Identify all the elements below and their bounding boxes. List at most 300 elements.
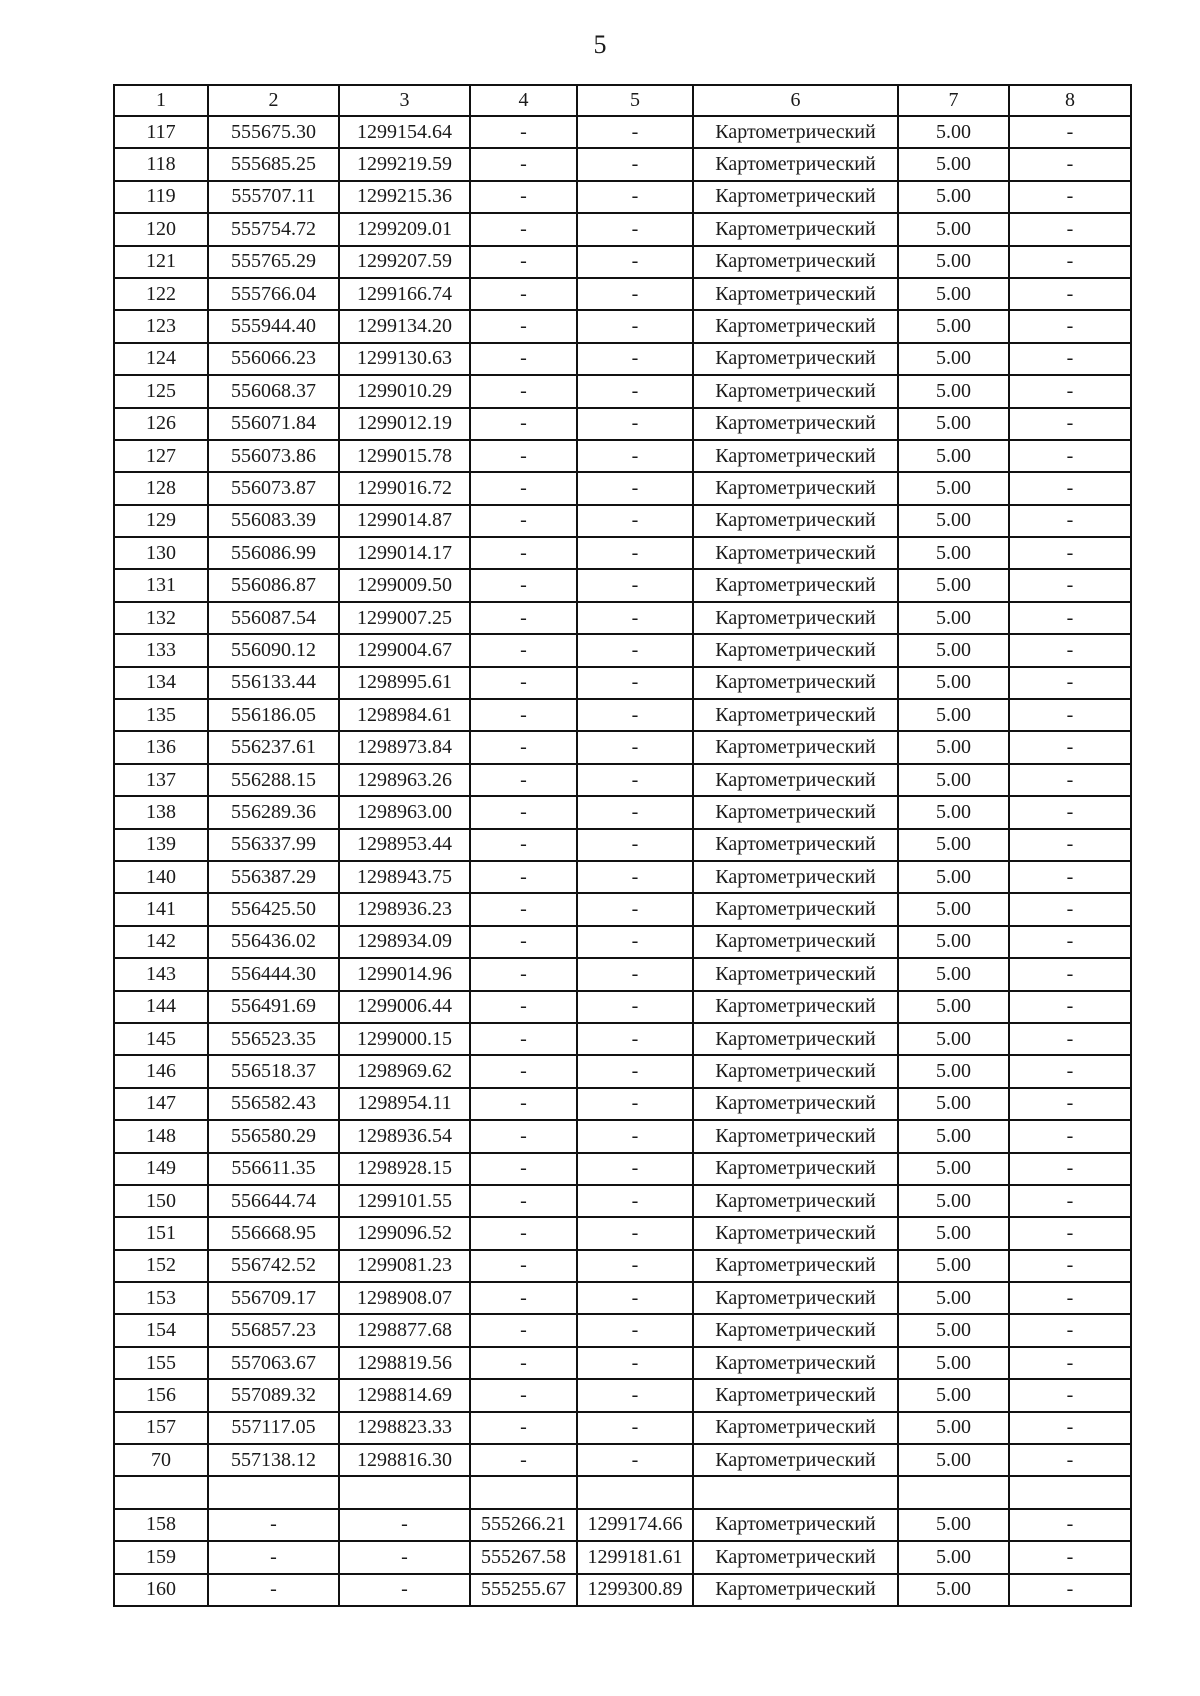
table-row — [114, 1217, 1131, 1249]
table-cell-col-6: Картометрический — [693, 505, 898, 537]
table-cell-col-7 — [898, 1476, 1009, 1508]
table-cell-col-5: - — [577, 926, 693, 958]
table-cell-col-2: 556090.12 — [208, 634, 339, 666]
table-cell-col-2: 556337.99 — [208, 829, 339, 861]
table-cell-col-7: 5.00 — [898, 861, 1009, 893]
table-cell-col-3: 1299096.52 — [339, 1217, 470, 1249]
table-cell-col-1: 136 — [114, 731, 208, 763]
table-cell-col-5: - — [577, 213, 693, 245]
table-cell-col-7: 5.00 — [898, 246, 1009, 278]
table-row — [114, 602, 1131, 634]
table-cell-col-8: - — [1009, 375, 1131, 407]
table-cell-col-5: - — [577, 634, 693, 666]
table-cell-col-8: - — [1009, 1250, 1131, 1282]
table-cell-col-7: 5.00 — [898, 310, 1009, 342]
table-cell-col-7: 5.00 — [898, 634, 1009, 666]
table-cell-col-8: - — [1009, 1088, 1131, 1120]
table-cell-col-7: 5.00 — [898, 408, 1009, 440]
table-cell-col-4: - — [470, 181, 577, 213]
table-cell-col-5: - — [577, 505, 693, 537]
table-cell-col-2: 556086.87 — [208, 569, 339, 601]
column-header-8: 8 — [1009, 85, 1131, 116]
table-cell-col-4: - — [470, 699, 577, 731]
table-cell-col-7: 5.00 — [898, 991, 1009, 1023]
table-cell-col-4: - — [470, 893, 577, 925]
table-cell-col-8: - — [1009, 116, 1131, 148]
table-cell-col-4: - — [470, 116, 577, 148]
table-cell-col-8: - — [1009, 1055, 1131, 1087]
coordinates-table — [113, 84, 1132, 1607]
table-cell-col-1: 119 — [114, 181, 208, 213]
table-row — [114, 375, 1131, 407]
table-cell-col-2: 556237.61 — [208, 731, 339, 763]
table-cell-col-6: Картометрический — [693, 634, 898, 666]
table-cell-col-6: Картометрический — [693, 569, 898, 601]
table-row — [114, 893, 1131, 925]
table-cell-col-2: 556073.86 — [208, 440, 339, 472]
table-cell-col-2: 556491.69 — [208, 991, 339, 1023]
table-cell-col-4: - — [470, 1185, 577, 1217]
table-cell-col-1: 135 — [114, 699, 208, 731]
column-header-5: 5 — [577, 85, 693, 116]
table-cell-col-6: Картометрический — [693, 278, 898, 310]
table-cell-col-1: 117 — [114, 116, 208, 148]
table-cell-col-1: 141 — [114, 893, 208, 925]
table-cell-col-4: - — [470, 926, 577, 958]
table-cell-col-8: - — [1009, 1282, 1131, 1314]
table-cell-col-5: - — [577, 1347, 693, 1379]
table-cell-col-6: Картометрический — [693, 1444, 898, 1476]
table-cell-col-7: 5.00 — [898, 1217, 1009, 1249]
table-row — [114, 440, 1131, 472]
table-cell-col-2: 557138.12 — [208, 1444, 339, 1476]
table-cell-col-7: 5.00 — [898, 278, 1009, 310]
table-cell-col-4: - — [470, 1120, 577, 1152]
table-row — [114, 861, 1131, 893]
table-cell-col-5: - — [577, 1120, 693, 1152]
table-cell-col-1: 150 — [114, 1185, 208, 1217]
table-cell-col-8: - — [1009, 764, 1131, 796]
table-cell-col-8: - — [1009, 1509, 1131, 1541]
table-cell-col-7: 5.00 — [898, 1444, 1009, 1476]
table-cell-col-6: Картометрический — [693, 1153, 898, 1185]
table-cell-col-7: 5.00 — [898, 148, 1009, 180]
table-cell-col-4: - — [470, 440, 577, 472]
table-cell-col-1: 151 — [114, 1217, 208, 1249]
table-cell-col-1: 123 — [114, 310, 208, 342]
table-cell-col-3: - — [339, 1541, 470, 1573]
table-cell-col-8: - — [1009, 796, 1131, 828]
table-cell-col-8: - — [1009, 537, 1131, 569]
table-cell-col-1: 143 — [114, 958, 208, 990]
table-cell-col-4: - — [470, 246, 577, 278]
table-cell-col-3: 1298877.68 — [339, 1314, 470, 1346]
table-cell-col-3: 1299015.78 — [339, 440, 470, 472]
table-row — [114, 569, 1131, 601]
table-cell-col-2: 556582.43 — [208, 1088, 339, 1120]
table-cell-col-3: 1299006.44 — [339, 991, 470, 1023]
table-cell-col-1: 132 — [114, 602, 208, 634]
table-cell-col-8: - — [1009, 1120, 1131, 1152]
table-cell-col-1: 133 — [114, 634, 208, 666]
table-cell-col-6: Картометрический — [693, 472, 898, 504]
table-cell-col-5: - — [577, 1282, 693, 1314]
table-cell-col-6: Картометрический — [693, 829, 898, 861]
table-cell-col-3: 1298908.07 — [339, 1282, 470, 1314]
table-cell-col-3: 1298973.84 — [339, 731, 470, 763]
table-cell-col-6: Картометрический — [693, 1541, 898, 1573]
table-cell-col-4: - — [470, 1023, 577, 1055]
table-cell-col-1: 154 — [114, 1314, 208, 1346]
table-cell-col-8: - — [1009, 1023, 1131, 1055]
table-row — [114, 926, 1131, 958]
table-cell-col-6: Картометрический — [693, 116, 898, 148]
table-cell-col-6: Картометрический — [693, 1347, 898, 1379]
table-cell-col-7: 5.00 — [898, 375, 1009, 407]
table-cell-col-7: 5.00 — [898, 1509, 1009, 1541]
table-cell-col-8: - — [1009, 148, 1131, 180]
table-cell-col-6: Картометрический — [693, 1412, 898, 1444]
table-cell-col-5: - — [577, 148, 693, 180]
table-cell-col-8: - — [1009, 958, 1131, 990]
table-cell-col-1: 153 — [114, 1282, 208, 1314]
table-cell-col-2: 555754.72 — [208, 213, 339, 245]
table-cell-col-8: - — [1009, 1347, 1131, 1379]
table-cell-col-7: 5.00 — [898, 1347, 1009, 1379]
table-cell-col-4: - — [470, 310, 577, 342]
table-cell-col-4: - — [470, 1153, 577, 1185]
table-cell-col-7: 5.00 — [898, 505, 1009, 537]
table-cell-col-3: 1299007.25 — [339, 602, 470, 634]
table-cell-col-2: 556186.05 — [208, 699, 339, 731]
table-cell-col-1: 134 — [114, 667, 208, 699]
table-cell-col-3: 1298936.23 — [339, 893, 470, 925]
table-cell-col-8: - — [1009, 472, 1131, 504]
table-cell-col-7: 5.00 — [898, 181, 1009, 213]
table-cell-col-6: Картометрический — [693, 796, 898, 828]
table-cell-col-5: - — [577, 731, 693, 763]
table-cell-col-2: 555707.11 — [208, 181, 339, 213]
table-cell-col-7: 5.00 — [898, 926, 1009, 958]
table-cell-col-5: - — [577, 1412, 693, 1444]
table-cell-col-4: - — [470, 634, 577, 666]
column-header-2: 2 — [208, 85, 339, 116]
table-row — [114, 310, 1131, 342]
table-cell-col-4: - — [470, 1088, 577, 1120]
table-cell-col-5: - — [577, 278, 693, 310]
table-cell-col-5: - — [577, 246, 693, 278]
table-cell-col-6: Картометрический — [693, 343, 898, 375]
table-cell-col-1: 125 — [114, 375, 208, 407]
table-cell-col-3: 1299207.59 — [339, 246, 470, 278]
table-cell-col-5: - — [577, 861, 693, 893]
table-cell-col-5: - — [577, 829, 693, 861]
table-cell-col-5: - — [577, 1444, 693, 1476]
table-cell-col-2: 557063.67 — [208, 1347, 339, 1379]
table-cell-col-2: 555765.29 — [208, 246, 339, 278]
table-row — [114, 1541, 1131, 1573]
table-cell-col-5: - — [577, 181, 693, 213]
table-cell-col-3: 1298969.62 — [339, 1055, 470, 1087]
table-cell-col-2: 556068.37 — [208, 375, 339, 407]
table-cell-col-8: - — [1009, 602, 1131, 634]
table-cell-col-2: 557089.32 — [208, 1379, 339, 1411]
table-cell-col-5: 1299174.66 — [577, 1509, 693, 1541]
table-cell-col-7: 5.00 — [898, 1185, 1009, 1217]
table-row — [114, 1250, 1131, 1282]
table-cell-col-5: - — [577, 537, 693, 569]
table-cell-col-3: - — [339, 1509, 470, 1541]
table-cell-col-5: - — [577, 440, 693, 472]
table-cell-col-8: - — [1009, 1185, 1131, 1217]
table-cell-col-6: Картометрический — [693, 1379, 898, 1411]
table-cell-col-7: 5.00 — [898, 893, 1009, 925]
table-cell-col-4: - — [470, 667, 577, 699]
column-header-7: 7 — [898, 85, 1009, 116]
table-cell-col-2: 556709.17 — [208, 1282, 339, 1314]
table-cell-col-6: Картометрический — [693, 213, 898, 245]
column-header-1: 1 — [114, 85, 208, 116]
table-cell-col-1: 159 — [114, 1541, 208, 1573]
table-cell-col-7: 5.00 — [898, 440, 1009, 472]
table-cell-col-3: 1299014.17 — [339, 537, 470, 569]
table-cell-col-4: - — [470, 278, 577, 310]
table-cell-col-3: 1298953.44 — [339, 829, 470, 861]
table-cell-col-7: 5.00 — [898, 1153, 1009, 1185]
table-cell-col-8 — [1009, 1476, 1131, 1508]
table-cell-col-4: - — [470, 731, 577, 763]
table-cell-col-3: 1298963.26 — [339, 764, 470, 796]
table-cell-col-8: - — [1009, 1541, 1131, 1573]
table-cell-col-5: - — [577, 343, 693, 375]
table-cell-col-4: 555266.21 — [470, 1509, 577, 1541]
table-cell-col-6: Картометрический — [693, 408, 898, 440]
table-row — [114, 1055, 1131, 1087]
table-cell-col-1: 138 — [114, 796, 208, 828]
table-cell-col-2: 556611.35 — [208, 1153, 339, 1185]
table-cell-col-4: - — [470, 1347, 577, 1379]
table-cell-col-2: 556857.23 — [208, 1314, 339, 1346]
table-cell-col-6: Картометрический — [693, 1314, 898, 1346]
table-cell-col-2: 556087.54 — [208, 602, 339, 634]
table-cell-col-1: 140 — [114, 861, 208, 893]
table-cell-col-6: Картометрический — [693, 148, 898, 180]
table-cell-col-4: - — [470, 1379, 577, 1411]
table-cell-col-1: 152 — [114, 1250, 208, 1282]
table-cell-col-6: Картометрический — [693, 1250, 898, 1282]
table-cell-col-2: 556083.39 — [208, 505, 339, 537]
table-body — [114, 116, 1131, 1606]
table-cell-col-2: 556444.30 — [208, 958, 339, 990]
table-cell-col-6: Картометрический — [693, 537, 898, 569]
table-cell-col-5: - — [577, 1185, 693, 1217]
table-cell-col-1: 128 — [114, 472, 208, 504]
table-row — [114, 1379, 1131, 1411]
table-cell-col-8: - — [1009, 699, 1131, 731]
table-cell-col-1: 130 — [114, 537, 208, 569]
table-cell-col-4: - — [470, 1282, 577, 1314]
table-cell-col-7: 5.00 — [898, 343, 1009, 375]
table-row — [114, 148, 1131, 180]
table-cell-col-2: 556387.29 — [208, 861, 339, 893]
table-row — [114, 1347, 1131, 1379]
table-cell-col-1: 120 — [114, 213, 208, 245]
table-cell-col-4: - — [470, 537, 577, 569]
table-cell-col-2: 556288.15 — [208, 764, 339, 796]
table-cell-col-7: 5.00 — [898, 1088, 1009, 1120]
table-cell-col-8: - — [1009, 1217, 1131, 1249]
table-row — [114, 1444, 1131, 1476]
table-cell-col-1: 142 — [114, 926, 208, 958]
table-cell-col-2: - — [208, 1541, 339, 1573]
table-cell-col-3: 1298943.75 — [339, 861, 470, 893]
table-row — [114, 181, 1131, 213]
table-cell-col-8: - — [1009, 861, 1131, 893]
table-row — [114, 1509, 1131, 1541]
table-cell-col-3: 1299010.29 — [339, 375, 470, 407]
table-cell-col-7: 5.00 — [898, 569, 1009, 601]
table-cell-col-8: - — [1009, 1314, 1131, 1346]
table-cell-col-7: 5.00 — [898, 472, 1009, 504]
table-row — [114, 1153, 1131, 1185]
table-cell-col-1: 118 — [114, 148, 208, 180]
table-cell-col-8: - — [1009, 829, 1131, 861]
table-row — [114, 472, 1131, 504]
page-number: 5 — [593, 30, 607, 59]
table-cell-col-5: - — [577, 796, 693, 828]
table-row — [114, 1412, 1131, 1444]
table-cell-col-8: - — [1009, 213, 1131, 245]
table-cell-col-1: 124 — [114, 343, 208, 375]
table-cell-col-5: - — [577, 1088, 693, 1120]
table-cell-col-3: - — [339, 1574, 470, 1606]
table-cell-col-4: - — [470, 343, 577, 375]
table-cell-col-3 — [339, 1476, 470, 1508]
table-cell-col-7: 5.00 — [898, 667, 1009, 699]
table-cell-col-8: - — [1009, 181, 1131, 213]
table-cell-col-8: - — [1009, 1153, 1131, 1185]
table-cell-col-7: 5.00 — [898, 731, 1009, 763]
table-cell-col-8: - — [1009, 310, 1131, 342]
table-cell-col-6: Картометрический — [693, 1120, 898, 1152]
table-cell-col-6: Картометрический — [693, 1023, 898, 1055]
table-cell-col-4: - — [470, 1250, 577, 1282]
table-cell-col-3: 1298816.30 — [339, 1444, 470, 1476]
table-cell-col-4: - — [470, 505, 577, 537]
table-cell-col-6: Картометрический — [693, 958, 898, 990]
table-cell-col-7: 5.00 — [898, 1412, 1009, 1444]
table-row — [114, 1088, 1131, 1120]
table-cell-col-4: - — [470, 796, 577, 828]
table-cell-col-7: 5.00 — [898, 958, 1009, 990]
table-cell-col-2: 556133.44 — [208, 667, 339, 699]
table-cell-col-5: - — [577, 569, 693, 601]
table-cell-col-4: - — [470, 602, 577, 634]
table-cell-col-3: 1299000.15 — [339, 1023, 470, 1055]
table-cell-col-6: Картометрический — [693, 926, 898, 958]
table-cell-col-6: Картометрический — [693, 667, 898, 699]
table-cell-col-8: - — [1009, 1379, 1131, 1411]
table-cell-col-3: 1299016.72 — [339, 472, 470, 504]
table-cell-col-6: Картометрический — [693, 731, 898, 763]
table-cell-col-6: Картометрический — [693, 699, 898, 731]
table-cell-col-8: - — [1009, 246, 1131, 278]
table-cell-col-1: 156 — [114, 1379, 208, 1411]
table-cell-col-5: - — [577, 893, 693, 925]
table-row — [114, 667, 1131, 699]
table-cell-col-4: - — [470, 408, 577, 440]
table-cell-col-4: - — [470, 569, 577, 601]
table-cell-col-1: 121 — [114, 246, 208, 278]
table-cell-col-8: - — [1009, 408, 1131, 440]
table-cell-col-4: - — [470, 764, 577, 796]
table-cell-col-2: - — [208, 1509, 339, 1541]
table-cell-col-5: - — [577, 1217, 693, 1249]
table-row — [114, 991, 1131, 1023]
table-cell-col-4: 555267.58 — [470, 1541, 577, 1573]
table-row — [114, 1314, 1131, 1346]
table-cell-col-7: 5.00 — [898, 213, 1009, 245]
table-cell-col-1: 149 — [114, 1153, 208, 1185]
table-cell-col-6: Картометрический — [693, 861, 898, 893]
table-cell-col-2: 556425.50 — [208, 893, 339, 925]
table-row — [114, 634, 1131, 666]
table-cell-col-4: - — [470, 861, 577, 893]
table-row — [114, 505, 1131, 537]
table-row — [114, 343, 1131, 375]
table-cell-col-1: 139 — [114, 829, 208, 861]
table-cell-col-6: Картометрический — [693, 1055, 898, 1087]
table-cell-col-7: 5.00 — [898, 1023, 1009, 1055]
table-cell-col-4: - — [470, 1444, 577, 1476]
table-cell-col-7: 5.00 — [898, 602, 1009, 634]
column-header-4: 4 — [470, 85, 577, 116]
table-cell-col-3: 1299134.20 — [339, 310, 470, 342]
table-cell-col-2: 556066.23 — [208, 343, 339, 375]
table-row — [114, 1185, 1131, 1217]
table-cell-col-5: - — [577, 1023, 693, 1055]
table-cell-col-4 — [470, 1476, 577, 1508]
table-cell-col-5: - — [577, 310, 693, 342]
table-cell-col-8: - — [1009, 926, 1131, 958]
table-cell-col-8: - — [1009, 667, 1131, 699]
table-cell-col-4: - — [470, 1314, 577, 1346]
column-header-6: 6 — [693, 85, 898, 116]
table-cell-col-3: 1299130.63 — [339, 343, 470, 375]
table-row — [114, 1120, 1131, 1152]
table-cell-col-5: - — [577, 1250, 693, 1282]
table-cell-col-7: 5.00 — [898, 1055, 1009, 1087]
table-cell-col-1: 148 — [114, 1120, 208, 1152]
table-cell-col-7: 5.00 — [898, 764, 1009, 796]
table-cell-col-6: Картометрический — [693, 440, 898, 472]
table-cell-col-6: Картометрический — [693, 764, 898, 796]
table-cell-col-8: - — [1009, 505, 1131, 537]
table-cell-col-7: 5.00 — [898, 1574, 1009, 1606]
table-cell-col-2: 556644.74 — [208, 1185, 339, 1217]
table-cell-col-8: - — [1009, 1574, 1131, 1606]
table-cell-col-2: 556742.52 — [208, 1250, 339, 1282]
table-cell-col-3: 1299009.50 — [339, 569, 470, 601]
table-row — [114, 537, 1131, 569]
table-cell-col-7: 5.00 — [898, 796, 1009, 828]
table-cell-col-6 — [693, 1476, 898, 1508]
table-cell-col-1: 147 — [114, 1088, 208, 1120]
table-cell-col-8: - — [1009, 1444, 1131, 1476]
column-header-3: 3 — [339, 85, 470, 116]
table-cell-col-3: 1298936.54 — [339, 1120, 470, 1152]
table-cell-col-5: - — [577, 667, 693, 699]
